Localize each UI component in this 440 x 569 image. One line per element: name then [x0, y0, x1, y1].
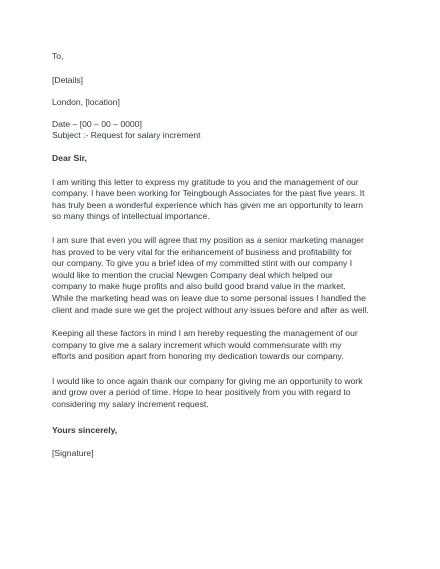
- paragraph-line: While the marketing head was on leave due to some personal issues I handled the: [52, 292, 366, 303]
- closing: Yours sincerely,: [52, 424, 118, 435]
- letter-body: [52, 51, 402, 460]
- recipient-location: London, [location]: [52, 97, 120, 108]
- paragraph-line: company. I have been working for Teingbough Associates for the past five years. It: [52, 188, 365, 199]
- paragraph-gratitude: [52, 177, 402, 223]
- paragraph-request: [52, 328, 402, 363]
- paragraph-line: company to give me a salary increment which would commensurate with my: [52, 339, 342, 350]
- paragraph-line: Keeping all these factors in mind I am hereby requesting the management of our: [52, 328, 358, 339]
- paragraph-line: I am writing this letter to express my gratitude to you and the management of our: [52, 176, 359, 187]
- recipient-details: [Details]: [52, 74, 84, 85]
- paragraph-line: our company. To give you a brief idea of my committed stint with our company I: [52, 258, 353, 269]
- paragraph-line: considering my salary increment request.: [52, 399, 209, 410]
- paragraph-achievements: [52, 235, 402, 316]
- paragraph-line: efforts and position apart from honoring my dedication towards our company.: [52, 351, 344, 362]
- paragraph-thanks: [52, 376, 402, 411]
- paragraph-line: and grow over a period of time. Hope to hear positively from you with regard to: [52, 387, 351, 398]
- signature-placeholder: [Signature]: [52, 448, 94, 459]
- paragraph-line: has proved to be very vital for the enhancement of business and profitability for: [52, 246, 352, 257]
- paragraph-line: has truly been a wonderful experience which has given me an opportunity to learn: [52, 199, 363, 210]
- salutation: Dear Sir,: [52, 152, 87, 163]
- letter-date: Date – [00 – 00 – 0000]: [52, 118, 142, 129]
- paragraph-line: so many things of intellectual importance.: [52, 211, 210, 222]
- paragraph-line: client and made sure we get the project without any issues before and after as well.: [52, 304, 369, 315]
- paragraph-line: company to make huge profits and also build good brand value in the market.: [52, 281, 346, 292]
- letter-subject: Subject :- Request for salary increment: [52, 130, 201, 141]
- paragraph-line: I am sure that even you will agree that my position as a senior marketing manager: [52, 234, 364, 245]
- paragraph-line: would like to mention the crucial Newgen Company deal which helped our: [52, 269, 333, 280]
- recipient-to: To,: [52, 51, 64, 61]
- paragraph-line: I would like to once again thank our company for giving me an opportunity to work: [52, 375, 363, 386]
